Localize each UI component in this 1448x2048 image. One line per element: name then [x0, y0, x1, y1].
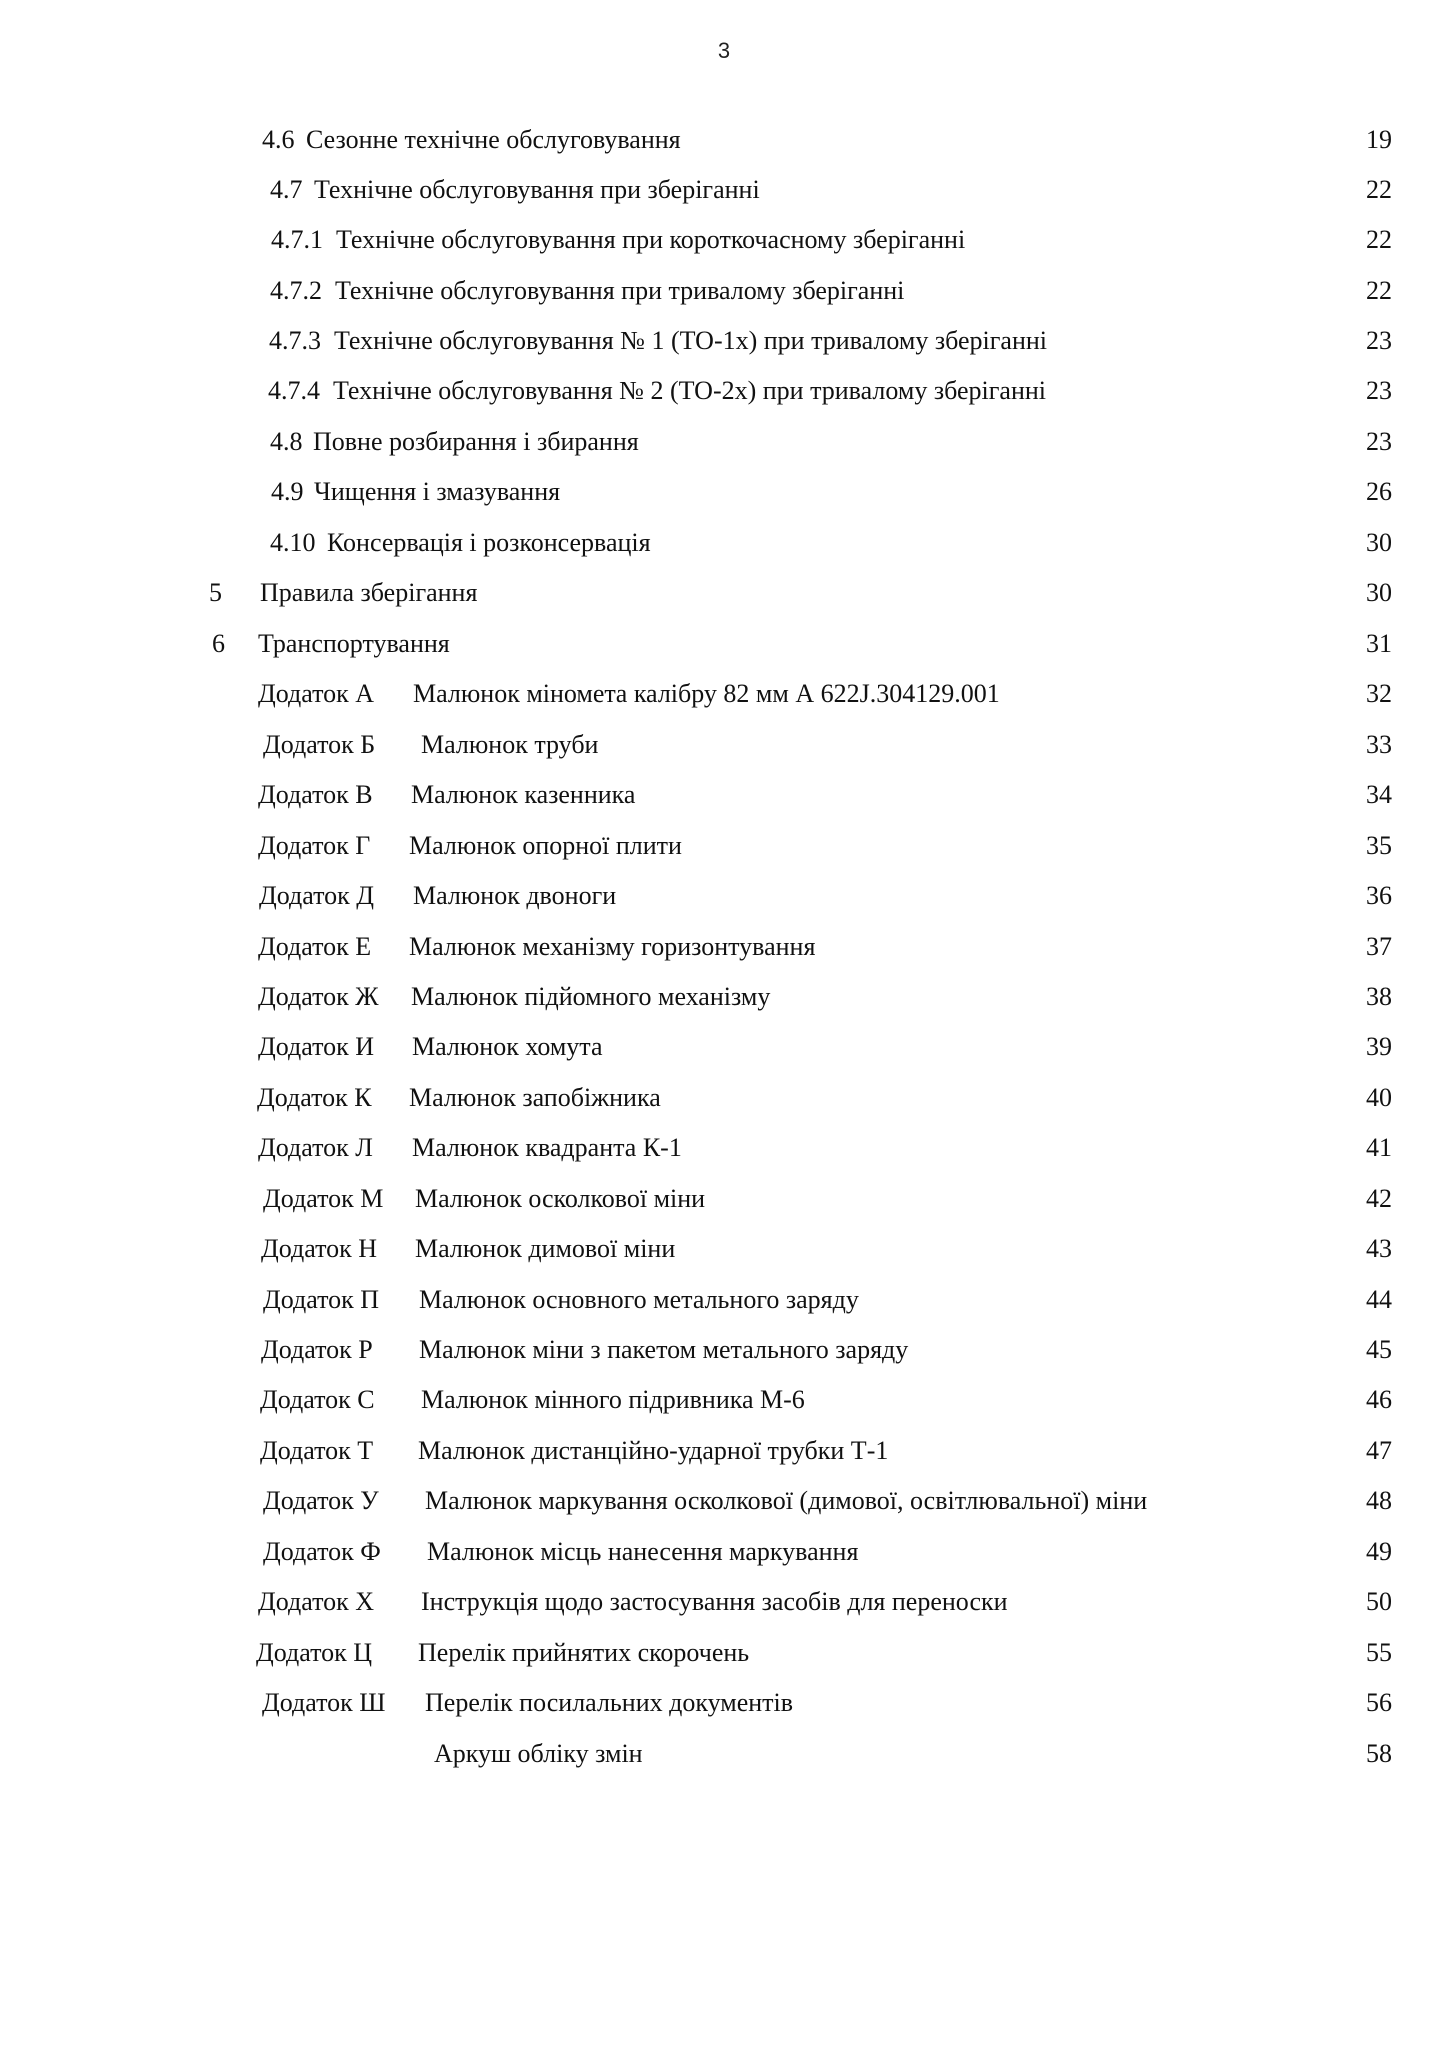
toc-page: 42	[1366, 1184, 1392, 1213]
appendix-label: Додаток Л	[258, 1133, 373, 1162]
toc-title: Малюнок осколкової міни	[415, 1184, 706, 1213]
toc-page: 22	[1366, 175, 1392, 204]
appendix-label: Додаток А	[258, 679, 375, 708]
toc-page: 22	[1366, 276, 1392, 305]
toc-title: Аркуш обліку змін	[434, 1739, 643, 1768]
toc-row[interactable]	[0, 1481, 1448, 1521]
toc-title: Технічне обслуговування при тривалому зберіганні	[335, 276, 905, 305]
toc-row[interactable]	[0, 422, 1448, 462]
appendix-label: Додаток М	[263, 1184, 384, 1213]
page-number: 3	[717, 38, 731, 63]
appendix-label: Додаток Ф	[263, 1537, 381, 1566]
toc-page: 33	[1366, 730, 1392, 759]
toc-title: Малюнок опорної плити	[409, 831, 682, 860]
toc-title: Малюнок основного метального заряду	[419, 1285, 859, 1314]
toc-page: 23	[1366, 427, 1392, 456]
toc-row[interactable]	[0, 1078, 1448, 1118]
toc-row[interactable]	[0, 120, 1448, 160]
toc-row[interactable]	[0, 1582, 1448, 1622]
appendix-label: Додаток И	[258, 1032, 375, 1061]
toc-title: Малюнок хомута	[412, 1032, 603, 1061]
toc-page: 50	[1366, 1587, 1392, 1616]
toc-row[interactable]	[0, 371, 1448, 411]
toc-row[interactable]	[0, 927, 1448, 967]
appendix-label: Додаток Ш	[262, 1688, 386, 1717]
toc-page: 35	[1366, 831, 1392, 860]
toc-title: Малюнок міни з пакетом метального заряду	[419, 1335, 909, 1364]
toc-page: 31	[1366, 629, 1392, 658]
toc-page: 36	[1366, 881, 1392, 910]
appendix-label: Додаток Е	[258, 932, 372, 961]
toc-title: Малюнок квадранта К-1	[412, 1133, 682, 1162]
appendix-label: Додаток Ц	[256, 1638, 373, 1667]
appendix-label: Додаток Н	[261, 1234, 378, 1263]
toc-title: Технічне обслуговування при короткочасному зберіганні	[336, 225, 966, 254]
toc-title: Малюнок димової міни	[415, 1234, 676, 1263]
toc-title: Інструкція щодо застосування засобів для переноски	[421, 1587, 1008, 1616]
toc-number: 4.9	[271, 477, 304, 506]
appendix-label: Додаток Д	[259, 881, 374, 910]
toc-page: 55	[1366, 1638, 1392, 1667]
toc-row[interactable]	[0, 1431, 1448, 1471]
toc-row[interactable]	[0, 1027, 1448, 1067]
toc-number: 4.10	[270, 528, 316, 557]
toc-number: 6	[212, 629, 225, 658]
appendix-label: Додаток Ж	[258, 982, 379, 1011]
toc-row[interactable]	[0, 170, 1448, 210]
toc-page: 34	[1366, 780, 1392, 809]
toc-number: 4.7.1	[271, 225, 323, 254]
toc-row[interactable]	[0, 674, 1448, 714]
toc-title: Малюнок двоноги	[413, 881, 617, 910]
toc-title: Малюнок дистанційно-ударної трубки Т-1	[418, 1436, 889, 1465]
toc-page: 39	[1366, 1032, 1392, 1061]
toc-title: Сезонне технічне обслуговування	[306, 125, 681, 154]
appendix-label: Додаток С	[260, 1385, 375, 1414]
appendix-label: Додаток Х	[258, 1587, 375, 1616]
toc-number: 4.7	[270, 175, 303, 204]
toc-title: Малюнок казенника	[411, 780, 636, 809]
toc-page: 41	[1366, 1133, 1392, 1162]
appendix-label: Додаток Б	[263, 730, 376, 759]
toc-page: 19	[1366, 125, 1392, 154]
toc-title: Малюнок підйомного механізму	[411, 982, 771, 1011]
toc-title: Малюнок мінного підривника М-6	[421, 1385, 805, 1414]
toc-row[interactable]	[0, 523, 1448, 563]
appendix-label: Додаток У	[263, 1486, 379, 1515]
toc-page: 37	[1366, 932, 1392, 961]
toc-title: Малюнок механізму горизонтування	[409, 932, 816, 961]
toc-number: 4.8	[270, 427, 303, 456]
toc-row[interactable]	[0, 876, 1448, 916]
toc-title: Транспортування	[258, 629, 450, 658]
appendix-label: Додаток Р	[261, 1335, 373, 1364]
toc-row[interactable]	[0, 1683, 1448, 1723]
toc-title: Технічне обслуговування № 2 (ТО-2х) при тривалому зберіганні	[333, 376, 1046, 405]
toc-title: Перелік посилальних документів	[425, 1688, 794, 1717]
toc-title: Консервація і розконсервація	[327, 528, 651, 557]
toc-page: 56	[1366, 1688, 1392, 1717]
appendix-label: Додаток В	[258, 780, 373, 809]
toc-row[interactable]	[0, 1280, 1448, 1320]
toc-page: 47	[1366, 1436, 1392, 1465]
toc-page: 44	[1366, 1285, 1392, 1314]
toc-page: 23	[1366, 326, 1392, 355]
toc-row[interactable]	[0, 725, 1448, 765]
toc-page: 30	[1366, 528, 1392, 557]
toc-number: 5	[209, 578, 222, 607]
toc-row[interactable]	[0, 1179, 1448, 1219]
toc-number: 4.7.2	[270, 276, 322, 305]
appendix-label: Додаток К	[257, 1083, 372, 1112]
toc-page: 38	[1366, 982, 1392, 1011]
toc-page: 22	[1366, 225, 1392, 254]
toc-row[interactable]	[0, 1330, 1448, 1370]
toc-title: Технічне обслуговування при зберіганні	[314, 175, 760, 204]
toc-row[interactable]	[0, 573, 1448, 613]
toc-title: Малюнок запобіжника	[409, 1083, 661, 1112]
toc-page: 46	[1366, 1385, 1392, 1414]
toc-page: 32	[1366, 679, 1392, 708]
toc-row[interactable]	[0, 1633, 1448, 1673]
toc-title: Технічне обслуговування № 1 (ТО-1х) при тривалому зберіганні	[334, 326, 1047, 355]
toc-row[interactable]	[0, 624, 1448, 664]
toc-number: 4.6	[262, 125, 295, 154]
toc-row[interactable]	[0, 1380, 1448, 1420]
toc-row[interactable]	[0, 775, 1448, 815]
toc-title: Малюнок маркування осколкової (димової, освітлювальної) міни	[425, 1486, 1148, 1515]
toc-title: Правила зберігання	[260, 578, 478, 607]
toc-row[interactable]	[0, 1128, 1448, 1168]
toc-page: 58	[1366, 1739, 1392, 1768]
toc-number: 4.7.4	[268, 376, 320, 405]
toc-page: 23	[1366, 376, 1392, 405]
toc-title: Малюнок мінометa калібру 82 мм А 622J.304129.001	[413, 679, 1000, 708]
toc-row[interactable]	[0, 826, 1448, 866]
appendix-label: Додаток П	[263, 1285, 380, 1314]
toc-page: 45	[1366, 1335, 1392, 1364]
appendix-label: Додаток Т	[260, 1436, 374, 1465]
toc-row[interactable]	[0, 1532, 1448, 1572]
toc-title: Чищення і змазування	[314, 477, 561, 506]
toc-title: Повне розбирання і збирання	[313, 427, 639, 456]
toc-page: 26	[1366, 477, 1392, 506]
toc-title: Малюнок труби	[421, 730, 599, 759]
toc-page: 43	[1366, 1234, 1392, 1263]
toc-number: 4.7.3	[269, 326, 321, 355]
toc-page: 40	[1366, 1083, 1392, 1112]
toc-page: 49	[1366, 1537, 1392, 1566]
toc-row[interactable]	[0, 977, 1448, 1017]
toc-page: 48	[1366, 1486, 1392, 1515]
toc-row[interactable]	[0, 1229, 1448, 1269]
toc-page: 30	[1366, 578, 1392, 607]
appendix-label: Додаток Г	[258, 831, 371, 860]
toc-title: Перелік прийнятих скорочень	[418, 1638, 750, 1667]
toc-title: Малюнок місць нанесення маркування	[427, 1537, 859, 1566]
toc-row[interactable]	[0, 220, 1448, 260]
toc-row[interactable]	[0, 1734, 1448, 1774]
toc-row[interactable]	[0, 271, 1448, 311]
toc-row[interactable]	[0, 321, 1448, 361]
toc-row[interactable]	[0, 472, 1448, 512]
